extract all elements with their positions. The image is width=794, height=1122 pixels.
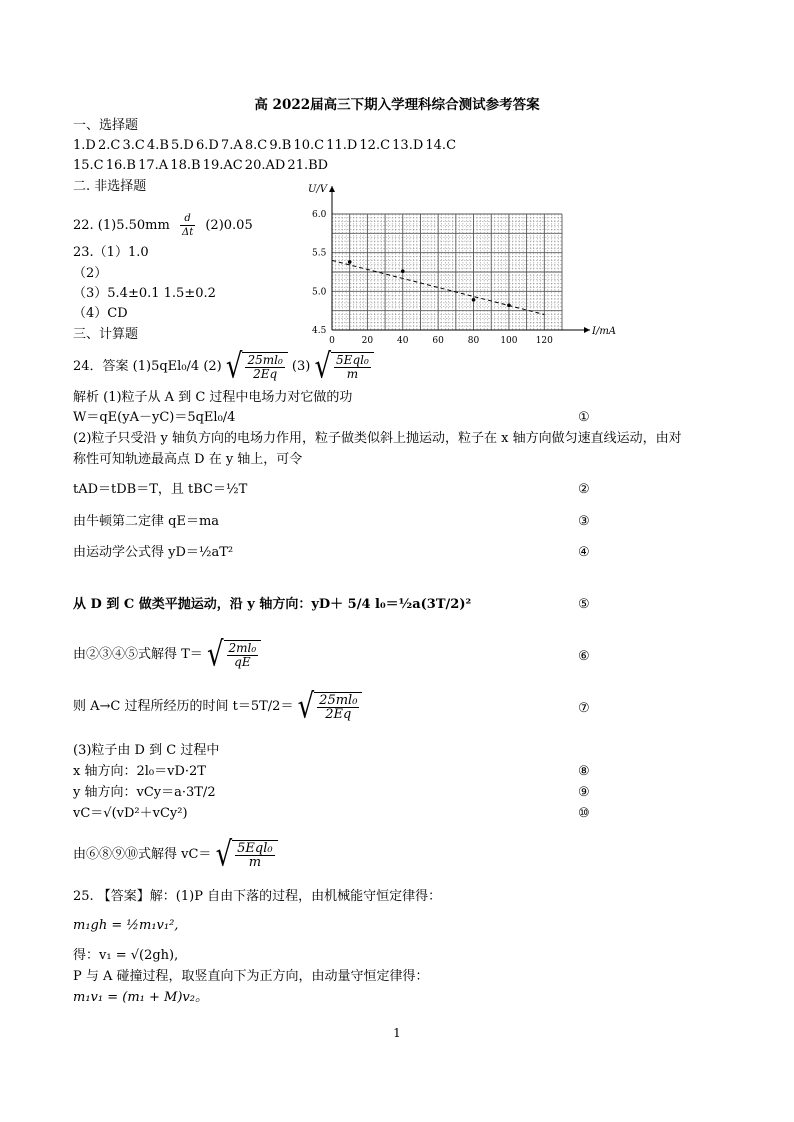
- q24-answer-3-sqrt: √ $\frac{\text{5Eql₀}}{m}$: [314, 352, 373, 381]
- q25-eq-3: m₁v₁ = (m₁ + M)v₂。: [73, 990, 208, 1005]
- y-tick-label: 4.5: [312, 326, 327, 336]
- q23-line4: （4）CD: [73, 306, 128, 321]
- q24-eq7-num: 25ml₀: [319, 693, 358, 708]
- q24-para-1: 解析 (1)粒子从 A 到 C 过程中电场力对它做的功: [73, 390, 353, 405]
- x-tick-label: 60: [432, 336, 444, 346]
- y-tick-label: 5.0: [312, 287, 327, 298]
- q24-eq6-pre: 由②③④⑤式解得 T＝: [73, 647, 203, 662]
- page-title: 高 2022届高三下期入学理科综合测试参考答案: [254, 97, 540, 113]
- q22-part1: 22. (1)5.50mm: [73, 218, 170, 233]
- q24-eq-5: 从 D 到 C 做类平抛运动，沿 y 轴方向：yD＋ 5/4 l₀＝½a(3T/2)²: [73, 597, 472, 612]
- q24-head: 24．答案 (1)5qEl₀/4 (2): [73, 359, 222, 374]
- q24-a3-den: m: [346, 367, 359, 381]
- eq-mark-8: ⑧: [578, 764, 590, 779]
- q24-eq11-num: 5Eql₀: [237, 841, 273, 856]
- x-tick-label: 80: [467, 336, 480, 346]
- q24-eq11-den: m: [248, 855, 262, 870]
- eq-mark-1: ①: [578, 410, 590, 425]
- q23-line2: （2）: [73, 266, 108, 281]
- data-point: [401, 269, 405, 273]
- x-axis-label: I/mA: [592, 326, 617, 337]
- eq-mark-7: ⑦: [578, 701, 590, 716]
- q24-a2-den: 2Eq: [253, 367, 278, 381]
- x-axis-arrow: [584, 327, 590, 333]
- data-point: [507, 303, 511, 307]
- q24-answer-2-sqrt: √ $\frac{\text{25ml₀}}{2Eq}$: [226, 352, 288, 381]
- eq-mark-6: ⑥: [578, 649, 590, 664]
- eq-mark-2: ②: [578, 482, 590, 497]
- x-tick-label: 20: [361, 336, 374, 346]
- answers-line-2: 15.C 16.B 17.A 18.B 19.AC 20.AD 21.BD: [73, 158, 329, 173]
- q22-frac-den: Δt: [181, 227, 194, 238]
- q24-answer: [73, 347, 374, 386]
- eq-mark-3: ③: [578, 514, 590, 529]
- q24-a3-num: 5Eql₀: [336, 353, 369, 367]
- q22-answer: [73, 212, 253, 239]
- q24-eq-10: vC＝√(vD²＋vCy²): [73, 806, 188, 821]
- eq-mark-5: ⑤: [578, 597, 590, 612]
- x-tick-label: 0: [329, 336, 335, 346]
- q24-eq-9: y 轴方向：vCy＝a·3T/2: [73, 785, 216, 800]
- q24-eq7-sqrt: √ $\frac{\text{25ml₀}}{2Eq}$: [298, 692, 363, 721]
- q24-para-3: (3)粒子由 D 到 C 过程中: [73, 743, 220, 758]
- q24-para-2b: 称性可知轨迹最高点 D 在 y 轴上，可令: [73, 452, 303, 467]
- q24-eq-11: [73, 835, 278, 874]
- q23-line1: 23.（1）1.0: [73, 245, 149, 260]
- section-nonchoice: 二. 非选择题: [73, 179, 147, 194]
- eq-mark-10: ⑩: [578, 806, 590, 821]
- q24-eq-8: x 轴方向：2l₀＝vD·2T: [73, 764, 206, 779]
- y-axis-arrow: [329, 186, 335, 192]
- q24-eq-7: [73, 687, 362, 726]
- page-number: 1: [393, 1026, 401, 1040]
- y-tick-label: 5.5: [312, 248, 327, 259]
- q24-a2-num: 25ml₀: [247, 353, 283, 367]
- q24-a3-label: (3): [291, 359, 311, 374]
- q25-head: 25. 【答案】解：(1)P 自由下落的过程，由机械能守恒定律得：: [73, 889, 442, 904]
- x-tick-label: 120: [535, 336, 553, 346]
- q22-frac-num: d: [180, 212, 195, 226]
- x-tick-label: 100: [500, 336, 518, 346]
- q24-eq-6: [73, 635, 261, 674]
- q24-eq6-den: qE: [234, 655, 251, 669]
- section-calc: 三、计算题: [73, 327, 139, 342]
- x-tick-label: 40: [397, 336, 409, 346]
- data-point: [472, 298, 476, 302]
- q25-para-2: P 与 A 碰撞过程，取竖直向下为正方向，由动量守恒定律得：: [73, 969, 429, 984]
- q24-para-2: (2)粒子只受沿 y 轴负方向的电场力作用，粒子做类似斜上抛运动，粒子在 x 轴方向做匀速直线运动，由对: [73, 431, 682, 446]
- q24-eq-4: 由运动学公式得 yD＝½aT²: [73, 545, 234, 560]
- iu-chart: [300, 180, 620, 346]
- q24-eq7-den: 2Eq: [325, 707, 352, 722]
- q24-eq11-sqrt: √ $\frac{\text{5Eql₀}}{m}$: [216, 840, 278, 869]
- q24-eq7-pre: 则 A→C 过程所经历的时间 t＝5T/2＝: [73, 699, 294, 714]
- q25-eq-2: 得：v₁ = √(2gh),: [73, 948, 179, 963]
- eq-mark-4: ④: [578, 545, 590, 560]
- q24-eq6-num: 2ml₀: [228, 641, 257, 655]
- q22-fraction: [180, 212, 195, 239]
- q24-eq6-sqrt: √ $\frac{\text{2ml₀}}{qE}$: [207, 640, 261, 669]
- q22-part2: (2)0.05: [205, 218, 253, 233]
- q24-eq-2: tAD＝tDB＝T，且 tBC＝½T: [73, 482, 248, 497]
- q23-line3: （3）5.4±0.1 1.5±0.2: [73, 286, 216, 301]
- q24-eq-1: W＝qE(yA－yC)＝5qEl₀/4: [73, 410, 236, 425]
- q24-eq11-pre: 由⑥⑧⑨⑩式解得 vC＝: [73, 847, 212, 862]
- y-axis-label: U/V: [308, 184, 328, 195]
- q24-eq-3: 由牛顿第二定律 qE＝ma: [73, 514, 220, 529]
- y-tick-label: 6.0: [312, 210, 327, 220]
- section-choice: 一、选择题: [73, 118, 139, 133]
- eq-mark-9: ⑨: [578, 785, 590, 800]
- answers-line-1: 1.D 2.C 3.C 4.B 5.D 6.D 7.A 8.C 9.B 10.C 11.D 12.C 13.D 14.C: [73, 138, 457, 153]
- data-point: [348, 260, 352, 264]
- q25-eq-1: m₁gh = ½m₁v₁²,: [73, 918, 179, 933]
